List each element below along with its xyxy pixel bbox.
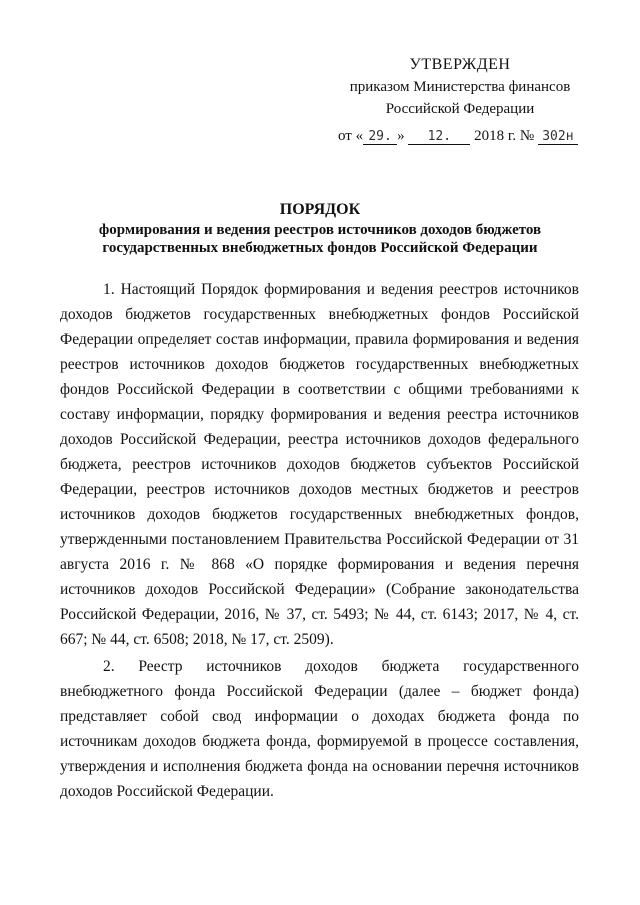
approval-ministry-line: Российской Федерации [385,101,535,117]
date-mid: » [397,128,405,144]
approval-order-line: приказом Министерства финансов [349,79,571,95]
title-line-1: формирования и ведения реестров источников доходов бюджетов [98,222,542,238]
approval-stamp: УТВЕРЖДЕН [409,56,511,73]
order-number: 302н [538,129,578,145]
document-body [60,277,579,804]
date-month: 12. [408,129,470,145]
document-title [60,199,580,257]
date-day: 29. [363,129,397,145]
approval-block [330,54,590,120]
date-year: 2018 г. № [474,128,535,144]
paragraph-2: 2. Реестр источников доходов бюджета государственного внебюджетного фонда Российской Федерации (далее – бюджет фонда) представляет собой свод информации о доходах бюджета фонда по источникам доходов бюджета фонда, формируемой в процессе составления, утверждения и исполнения бюджета фонда на основании перечня источников доходов Российской Федерации. [60,658,579,800]
approval-date-line [338,128,578,145]
paragraph-1: 1. Настоящий Порядок формирования и ведения реестров источников доходов бюджетов государственных внебюджетных фондов Российской Федерации определяет состав информации, правила формирования и ведения реестров источников доходов бюджетов государственных внебюджетных фондов Российской Федерации в соответствии с общими требованиями к составу информации, порядку формирования и ведения реестра источников доходов Российской Федерации, реестра источников доходов федерального бюджета, реестров источников доходов бюджетов субъектов Российской Федерации, реестров источников доходов местных бюджетов и реестров источников доходов бюджетов государственных внебюджетных фондов, утвержденными постановлением Правительства Российской Федерации от 31 августа 2016 г. № 868 «О порядке формирования и ведения перечня источников доходов Российской Федерации» (Собрание законодательства Российской Федерации, 2016, № 37, ст. 5493; № 44, ст. 6143; 2017, № 4, ст. 667; № 44, ст. 6508; 2018, № 17, ст. 2509). [60,281,579,648]
title-line-2: государственных внебюджетных фондов Российской Федерации [102,240,538,256]
title-heading: ПОРЯДОК [279,201,361,218]
date-prefix: от « [338,128,364,144]
